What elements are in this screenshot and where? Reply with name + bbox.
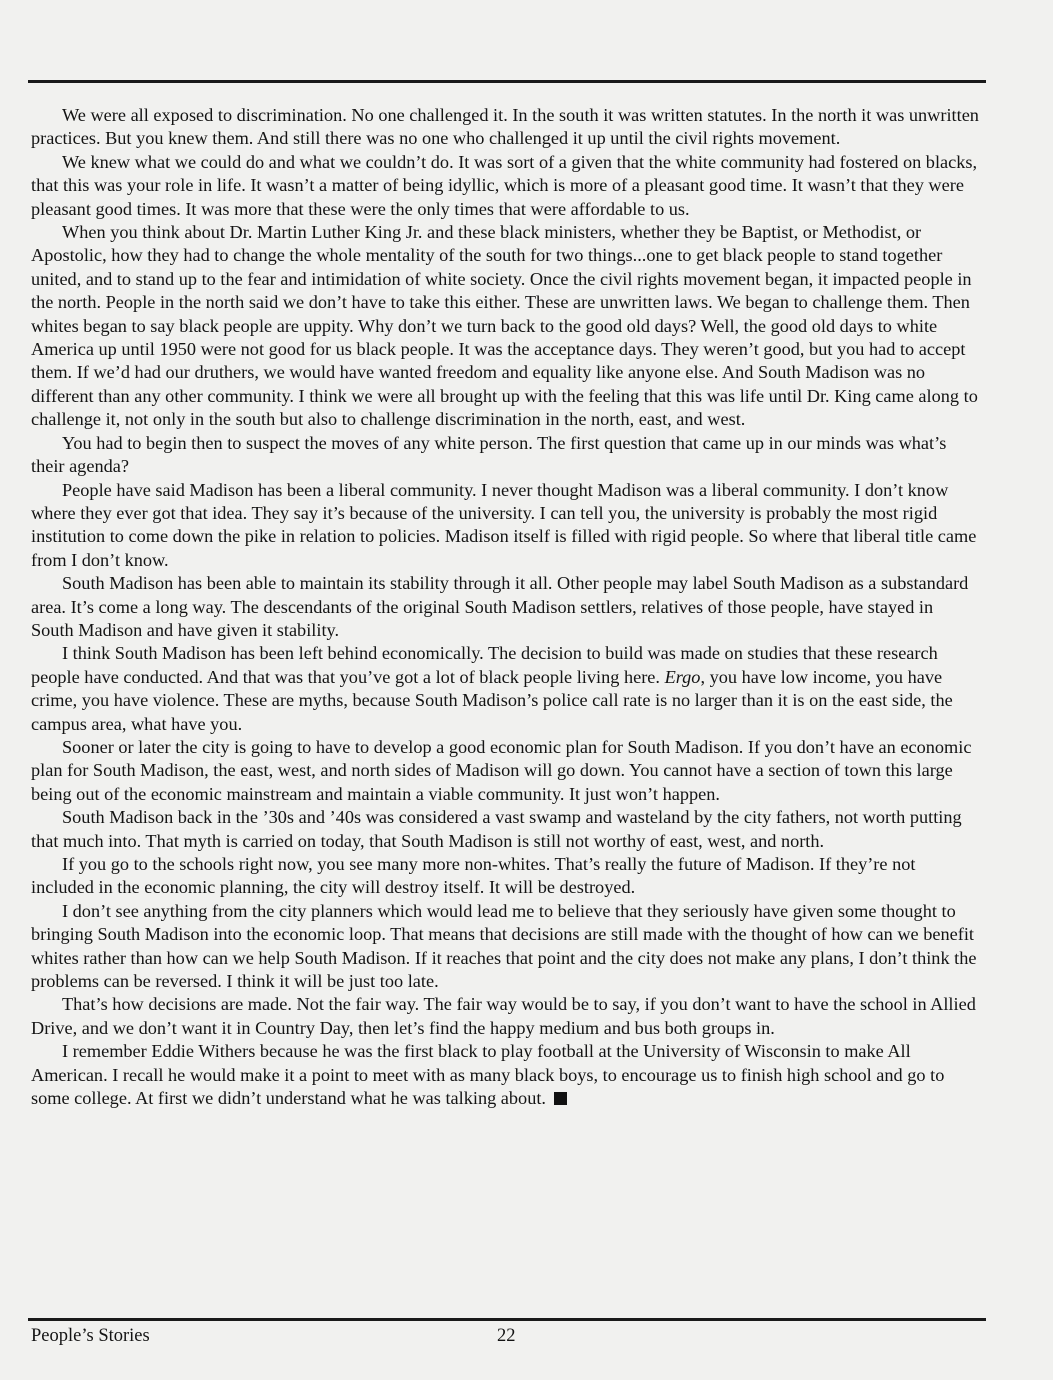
- paragraph: We knew what we could do and what we couldn’t do. It was sort of a given that the white community had fostered on blacks, that this was your role in life. It wasn’t a matter of being idyllic, which is more of a pleasant good time. It wasn’t that they were pleasant good times. It was more that these were the only times that were affordable to us.: [31, 151, 978, 219]
- paragraph-text: I think South Madison has been left behind economically. The decision to build was made on studies that these research people have conducted. And that was that you’ve got a lot of black people living here. Ergo, you have low income, you have crime, you have violence. These are myths, because South Madison’s police call rate is no larger than it is on the east side, the campus area, what have you.: [31, 643, 953, 734]
- paragraph: Sooner or later the city is going to have to develop a good economic plan for South Madison. If you don’t have an economic plan for South Madison, the east, west, and north sides of Madison will go down. You cannot have a section of town this large being out of the economic mainstream and maintain a viable community. It just won’t happen.: [31, 736, 972, 804]
- paragraph: That’s how decisions are made. Not the fair way. The fair way would be to say, if you don’t want to have the school in Allied Drive, and we don’t want it in Country Day, then let’s find the happy medium and bus both groups in.: [31, 994, 976, 1038]
- article-body: [31, 104, 979, 1110]
- paragraph: We were all exposed to discrimination. No one challenged it. In the south it was written statutes. In the north it was unwritten practices. But you knew them. And still there was no one who challenged it up until the civil rights movement.: [31, 105, 979, 149]
- paragraph: You had to begin then to suspect the moves of any white person. The first question that came up in our minds was what’s their agenda?: [31, 432, 947, 477]
- end-of-article-square-icon: [554, 1092, 567, 1105]
- paragraph: I don’t see anything from the city planners which would lead me to believe that they seriously have given some thought to bringing South Madison into the economic loop. That means that decisions are still made with the thought of how can we benefit whites rather than how can we help South Madison. If it reaches that point and the city does not make any plans, I don’t think the problems can be reversed. I think it will be just too late.: [31, 900, 977, 992]
- paragraph: If you go to the schools right now, you see many more non-whites. That’s really the future of Madison. If they’re not included in the economic planning, the city will destroy itself. It will be destroyed.: [31, 854, 916, 898]
- footer-page-number: 22: [497, 1326, 516, 1346]
- paragraph: People have said Madison has been a liberal community. I never thought Madison was a liberal community. I don’t know where they ever got that idea. They say it’s because of the university. I can tell you, the university is probably the most rigid institution to come down the pike in relation to policies. Madison itself is filled with rigid people. So where that liberal title came from I don’t know.: [31, 479, 977, 570]
- paragraph-text: I remember Eddie Withers because he was the first black to play football at the University of Wisconsin to make All American. I recall he would make it a point to meet with as many black boys, to encourage us to finish high school and go to some college. At first we didn’t understand what he was talking about.: [31, 1041, 945, 1109]
- bottom-rule: [28, 1318, 986, 1321]
- paragraph: South Madison back in the ’30s and ’40s was considered a vast swamp and wasteland by the city fathers, not worth putting that much into. That myth is carried on today, that South Madison is still not worthy of east, west, and north.: [31, 807, 962, 851]
- paragraph: South Madison has been able to maintain its stability through it all. Other people may label South Madison as a substandard area. It’s come a long way. The descendants of the original South Madison settlers, relatives of those people, have stayed in South Madison and have given it stability.: [31, 573, 969, 640]
- paragraph-ergo: [31, 642, 979, 736]
- paragraph: When you think about Dr. Martin Luther King Jr. and these black ministers, whether they be Baptist, or Methodist, or Apostolic, how they had to change the whole mentality of the south for two things...one to get black people to stand together united, and to stand up to the fear and intimidation of white society. Once the civil rights movement began, it impacted people in the north. People in the north said we don’t have to take this either. These are unwritten laws. We began to challenge them. Then whites began to say black people are uppity. Why don’t we turn back to the good old days? Well, the good old days to white America up until 1950 were not good for us black people. It was the acceptance days. They weren’t good, but you had to accept them. If we’d had our druthers, we would have wanted freedom and equality like anyone else. And South Madison was no different than any other community. I think we were all brought up with the feeling that this was life until Dr. King came along to challenge it, not only in the south but also to challenge discrimination in the north, east, and west.: [31, 222, 978, 430]
- paragraph-last: [31, 1040, 979, 1110]
- footer-publication-title: People’s Stories: [31, 1326, 150, 1346]
- top-rule: [28, 80, 986, 83]
